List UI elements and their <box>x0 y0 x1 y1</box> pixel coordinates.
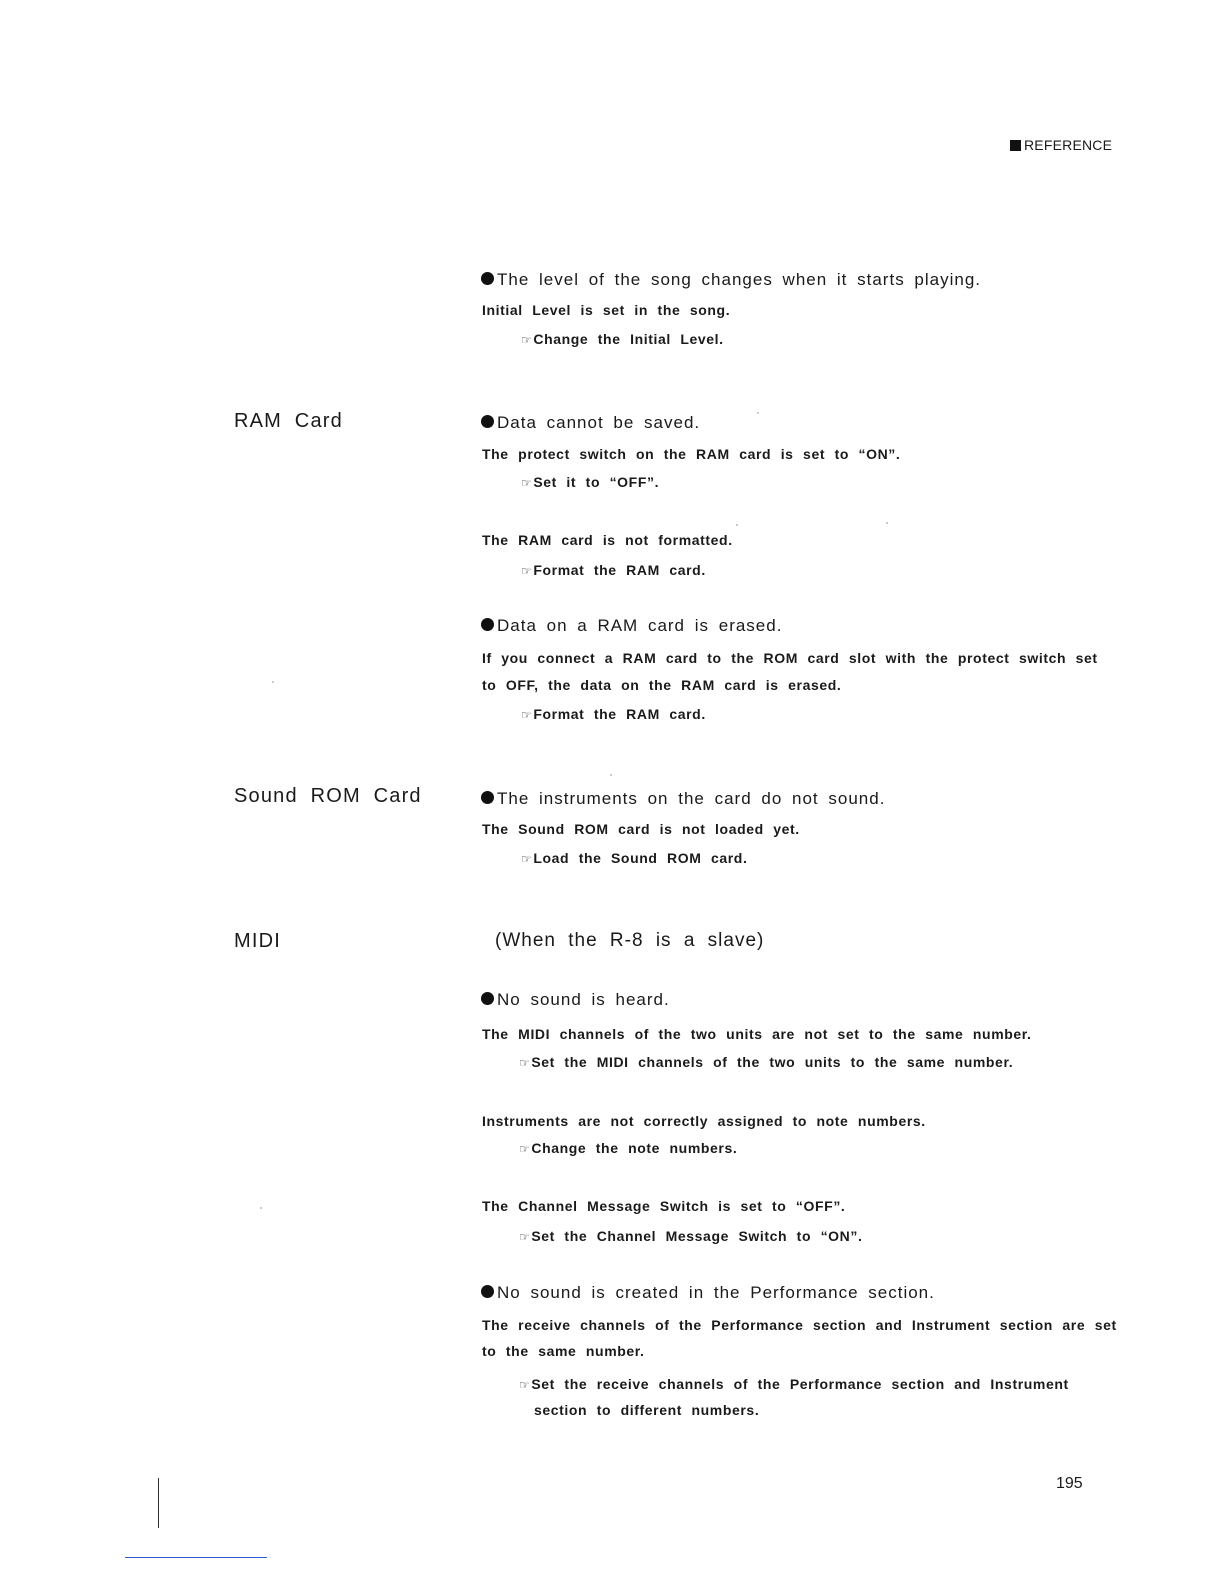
cause-not-formatted: The RAM card is not formatted. <box>482 532 733 548</box>
cause-note-numbers: Instruments are not correctly assigned to note numbers. <box>482 1113 926 1129</box>
symptom-data-erased: Data on a RAM card is erased. <box>481 616 782 636</box>
fix-receive-channels-line2: section to different numbers. <box>534 1402 760 1418</box>
fix-channel-message-switch: ☞Set the Channel Message Switch to “ON”. <box>519 1228 863 1244</box>
symptom-no-sound: No sound is heard. <box>481 990 670 1010</box>
scan-speck <box>272 681 274 683</box>
scan-speck <box>757 412 759 414</box>
pointing-hand-icon: ☞ <box>519 1230 531 1244</box>
bullet-icon <box>481 272 494 285</box>
bullet-icon <box>481 992 494 1005</box>
square-bullet-icon <box>1010 140 1021 151</box>
cause-receive-channels-line2: to the same number. <box>482 1343 645 1359</box>
fix-initial-level: ☞Change the Initial Level. <box>521 331 724 347</box>
fix-protect-switch: ☞Set it to “OFF”. <box>521 474 660 490</box>
page-header <box>1010 137 1112 153</box>
symptom-data-not-saved: Data cannot be saved. <box>481 413 700 433</box>
pointing-hand-icon: ☞ <box>521 564 533 578</box>
scan-speck <box>260 1207 262 1209</box>
symptom-song-level: The level of the song changes when it starts playing. <box>481 270 981 290</box>
bullet-icon <box>481 618 494 631</box>
scan-speck <box>610 774 612 776</box>
bullet-icon <box>481 1285 494 1298</box>
section-title-midi: MIDI <box>234 930 282 952</box>
cause-not-loaded: The Sound ROM card is not loaded yet. <box>482 821 800 837</box>
pointing-hand-icon: ☞ <box>521 852 533 866</box>
symptom-instruments-no-sound: The instruments on the card do not sound. <box>481 789 885 809</box>
midi-subhead: (When the R-8 is a slave) <box>495 930 765 951</box>
scan-speck <box>736 524 738 526</box>
pointing-hand-icon: ☞ <box>521 476 533 490</box>
section-title-sound-rom: Sound ROM Card <box>234 785 422 807</box>
cause-rom-slot-line2: to OFF, the data on the RAM card is erased. <box>482 677 842 693</box>
cause-initial-level: Initial Level is set in the song. <box>482 302 731 318</box>
margin-mark <box>158 1478 159 1528</box>
symptom-no-sound-performance: No sound is created in the Performance section. <box>481 1283 935 1303</box>
fix-format-card-2: ☞Format the RAM card. <box>521 706 706 722</box>
cause-rom-slot-line1: If you connect a RAM card to the ROM card slot with the protect switch set <box>482 650 1098 666</box>
section-title-ram-card: RAM Card <box>234 410 343 432</box>
fix-midi-channels: ☞Set the MIDI channels of the two units to the same number. <box>519 1054 1014 1070</box>
scan-speck <box>886 522 888 524</box>
bullet-icon <box>481 415 494 428</box>
pointing-hand-icon: ☞ <box>519 1056 531 1070</box>
fix-format-card: ☞Format the RAM card. <box>521 562 706 578</box>
bullet-icon <box>481 791 494 804</box>
cause-channel-message-switch: The Channel Message Switch is set to “OFF”. <box>482 1198 846 1214</box>
page-number: 195 <box>1056 1475 1083 1492</box>
cause-protect-switch: The protect switch on the RAM card is set to “ON”. <box>482 446 901 462</box>
pointing-hand-icon: ☞ <box>519 1142 531 1156</box>
pointing-hand-icon: ☞ <box>521 708 533 722</box>
fix-receive-channels-line1: ☞Set the receive channels of the Performance section and Instrument <box>519 1376 1069 1392</box>
fix-load-card: ☞Load the Sound ROM card. <box>521 850 748 866</box>
fix-note-numbers: ☞Change the note numbers. <box>519 1140 738 1156</box>
bottom-rule <box>125 1557 267 1558</box>
header-label: REFERENCE <box>1024 137 1113 153</box>
pointing-hand-icon: ☞ <box>521 333 533 347</box>
pointing-hand-icon: ☞ <box>519 1378 531 1392</box>
cause-receive-channels-line1: The receive channels of the Performance section and Instrument section are set <box>482 1317 1117 1333</box>
cause-midi-channels: The MIDI channels of the two units are not set to the same number. <box>482 1026 1032 1042</box>
